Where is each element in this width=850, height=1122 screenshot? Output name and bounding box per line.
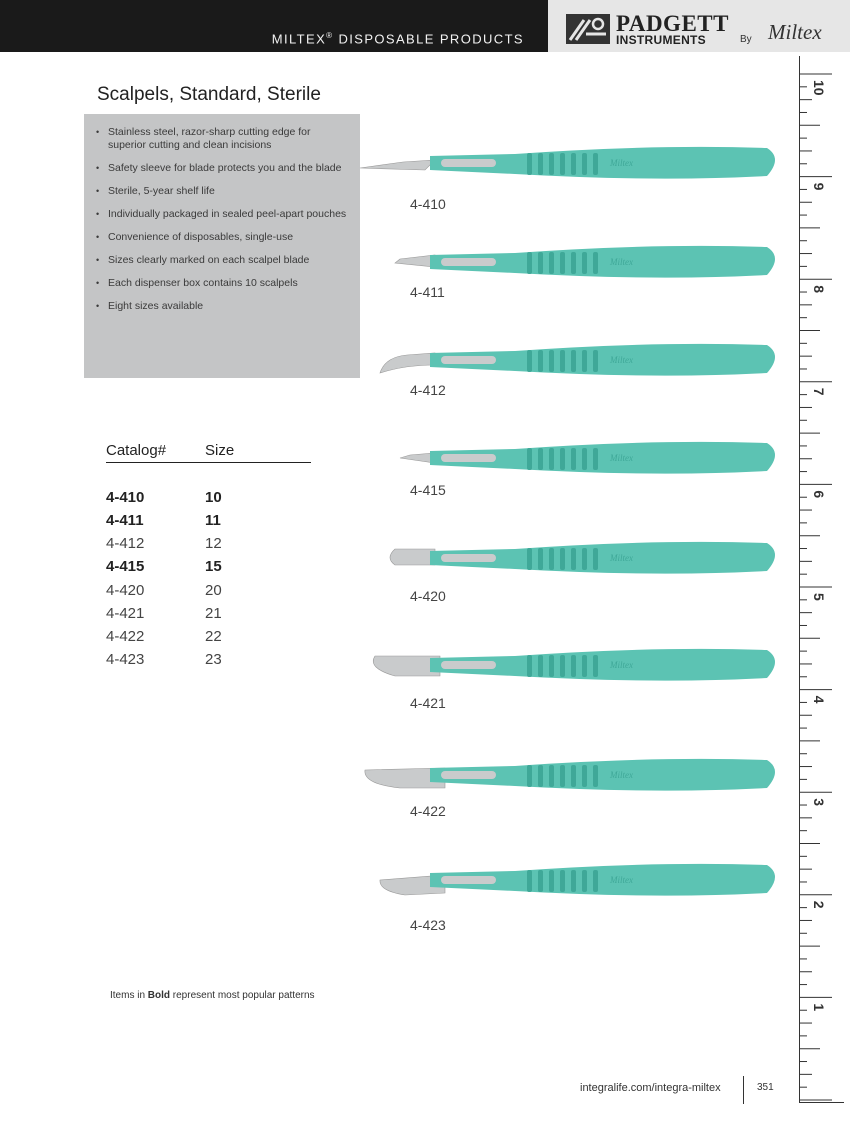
padgett-logo-icon [566, 14, 610, 44]
scalpel-image [355, 640, 780, 690]
ruler-number: 9 [811, 182, 827, 191]
table-row [106, 605, 306, 627]
popular-note: Items in Bold represent most popular patterns [110, 990, 315, 1001]
feature-item: • Eight sizes available [96, 300, 350, 313]
ruler-number: 8 [811, 285, 827, 293]
handle-brand-text: Miltex [610, 158, 633, 168]
feature-item: • Each dispenser box contains 10 scalpels [96, 277, 350, 290]
scalpel-label: 4-415 [410, 482, 446, 498]
handle-brand-text: Miltex [610, 355, 633, 365]
ruler-number: 1 [811, 1003, 827, 1012]
catalog-number: 4-415 [106, 558, 145, 575]
scalpel-label: 4-410 [410, 196, 446, 212]
table-row [106, 489, 306, 511]
ruler-number: 3 [811, 798, 827, 806]
ruler-number: 4 [811, 695, 827, 704]
handle-brand-text: Miltex [610, 770, 633, 780]
ruler-number: 6 [811, 490, 827, 499]
catalog-number: 4-412 [106, 535, 145, 552]
feature-item: • Individually packaged in sealed peel-apart pouches [96, 208, 350, 221]
header-bar [0, 0, 548, 52]
handle-brand-text: Miltex [610, 875, 633, 885]
feature-list [84, 114, 360, 313]
footer-divider [743, 1076, 744, 1104]
logo-instruments-text: INSTRUMENTS [616, 33, 706, 47]
feature-item: • Convenience of disposables, single-use [96, 231, 350, 244]
catalog-number: 4-411 [106, 512, 144, 529]
ruler-number: 7 [811, 387, 827, 396]
scalpel-image [355, 138, 780, 188]
handle-brand-text: Miltex [610, 257, 633, 267]
logo-by-text: By [740, 34, 752, 45]
feature-item: • Safety sleeve for blade protects you and the blade [96, 162, 350, 175]
page-title: Scalpels, Standard, Sterile [97, 84, 321, 105]
scalpel-image [355, 433, 780, 483]
catalog-table-header [106, 442, 311, 463]
size-value: 10 [205, 489, 222, 506]
feature-list-box [84, 114, 360, 378]
ruler-scale [800, 56, 844, 1102]
catalog-number: 4-421 [106, 605, 145, 622]
ruler-number: 10 [811, 80, 827, 96]
ruler-number: 2 [811, 900, 827, 909]
scalpel-image [355, 533, 780, 583]
handle-brand-text: Miltex [610, 453, 633, 463]
scalpel-image [355, 237, 780, 287]
scalpel-label: 4-412 [410, 382, 446, 398]
handle-brand-text: Miltex [610, 660, 633, 670]
handle-brand-text: Miltex [610, 553, 633, 563]
page-number: 351 [757, 1082, 774, 1093]
catalog-number: 4-423 [106, 651, 145, 668]
size-value: 11 [205, 512, 221, 529]
table-row [106, 512, 306, 534]
scalpel-label: 4-423 [410, 917, 446, 933]
feature-item: • Sizes clearly marked on each scalpel blade [96, 254, 350, 267]
table-row [106, 558, 306, 580]
size-value: 23 [205, 651, 222, 668]
feature-item: • Sterile, 5-year shelf life [96, 185, 350, 198]
footer-url[interactable]: integralife.com/integra-miltex [580, 1082, 721, 1094]
scalpel-label: 4-411 [410, 284, 445, 300]
scalpel-label: 4-421 [410, 695, 446, 711]
header-title: MILTEX® DISPOSABLE PRODUCTS [271, 31, 524, 47]
size-value: 12 [205, 535, 222, 552]
size-column-header: Size [205, 442, 235, 459]
size-value: 22 [205, 628, 222, 645]
size-value: 20 [205, 582, 222, 599]
table-row [106, 535, 306, 557]
scalpel-image [355, 335, 780, 385]
catalog-column-header: Catalog# [106, 442, 167, 459]
size-value: 21 [205, 605, 222, 622]
scalpel-label: 4-420 [410, 588, 446, 604]
table-row [106, 651, 306, 673]
ruler-number: 5 [811, 593, 827, 601]
inch-ruler [799, 56, 844, 1103]
catalog-number: 4-410 [106, 489, 145, 506]
feature-item: • Stainless steel, razor-sharp cutting edge for superior cutting and clean incisions [96, 126, 350, 152]
scalpel-image [355, 855, 780, 905]
scalpel-image [355, 750, 780, 800]
catalog-number: 4-422 [106, 628, 145, 645]
logo-miltex-text: Miltex [768, 20, 822, 44]
size-value: 15 [205, 558, 222, 575]
catalog-number: 4-420 [106, 582, 145, 599]
table-row [106, 582, 306, 604]
logo-padgett-text: PADGETT [616, 11, 729, 36]
table-row [106, 628, 306, 650]
scalpel-label: 4-422 [410, 803, 446, 819]
brand-logo [548, 0, 850, 52]
